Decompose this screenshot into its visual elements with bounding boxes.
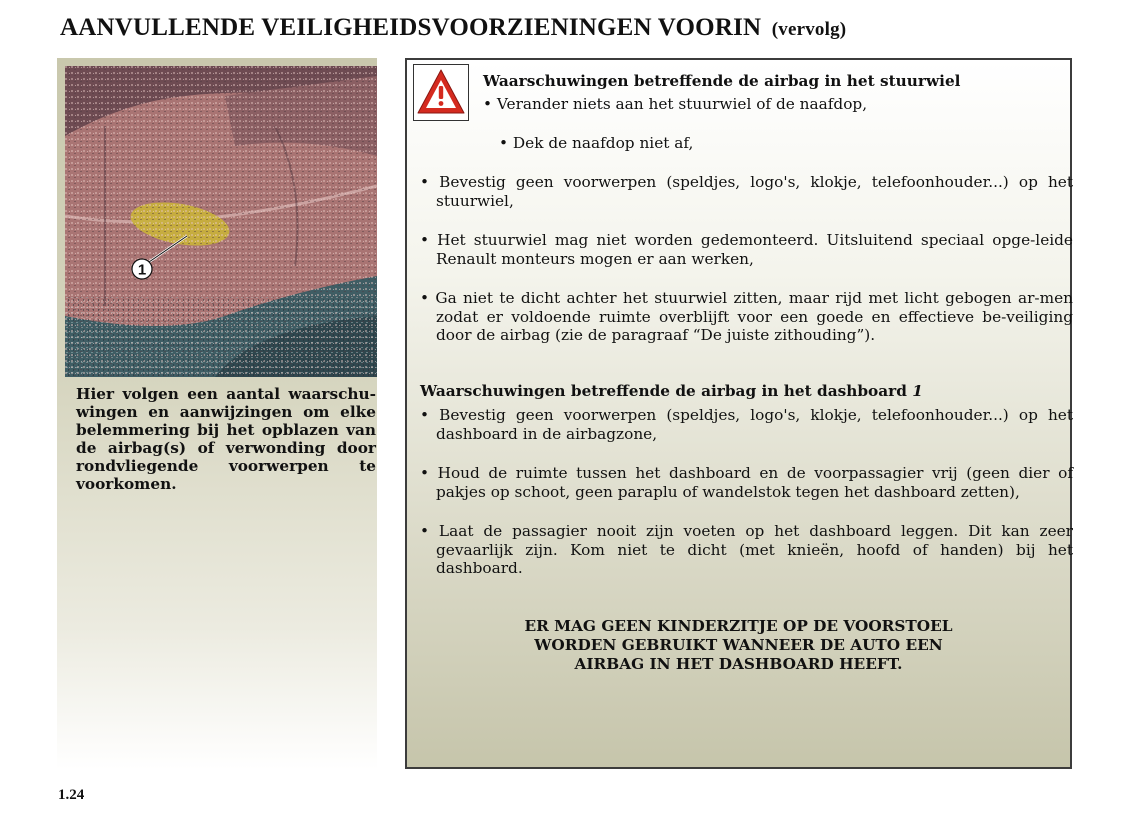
dashboard-warning-item: • Bevestig geen voorwerpen (speldjes, logo's, klokje, telefoonhouder...) op het dashboard in de airbagzone, (420, 406, 1073, 443)
notice-line: ER MAG GEEN KINDERZITJE OP DE VOORSTOEL (524, 617, 953, 635)
steering-warning-item: • Verander niets aan het stuurwiel of de naafdop, (483, 95, 868, 113)
warning-box (405, 58, 1072, 769)
page-number: 1.24 (58, 787, 85, 803)
notice-line: WORDEN GEBRUIKT WANNEER DE AUTO EEN (534, 636, 943, 654)
notice-line: AIRBAG IN HET DASHBOARD HEEFT. (574, 655, 903, 673)
child-seat-notice (407, 617, 1070, 674)
steering-warning-item: • Bevestig geen voorwerpen (speldjes, logo's, klokje, telefoonhouder...) op het stuurwiel, (420, 173, 1073, 210)
steering-warning-item: • Het stuurwiel mag niet worden gedemonteerd. Uitsluitend speciaal opge-leide Renault monteurs mogen er aan werken, (420, 231, 1073, 268)
callout-number: 1 (137, 261, 147, 279)
dashboard-warnings-heading-text: Waarschuwingen betreffende de airbag in het dashboard (420, 382, 907, 400)
dashboard-warning-item: • Houd de ruimte tussen het dashboard en de voorpassagier vrij (geen dier of pakjes op schoot, geen paraplu of wandelstok tegen het dashboard zetten), (420, 464, 1073, 501)
dashboard-illustration (65, 66, 377, 377)
dashboard-drawing (65, 66, 377, 377)
intro-paragraph: Hier volgen een aantal waarschu-wingen en aanwijzingen om elke belemmering bij het opblazen van de airbag(s) of verwonding door rondvliegende voorwerpen te voorkomen. (76, 385, 376, 493)
page-title (60, 14, 846, 42)
dashboard-warnings-heading-ref: 1 (912, 382, 923, 400)
steering-warning-item: • Dek de naafdop niet af, (499, 134, 694, 152)
dashboard-warnings-heading (420, 382, 923, 401)
steering-wheel-warnings-heading: Waarschuwingen betreffende de airbag in het stuurwiel (483, 72, 961, 90)
page-title-suffix: (vervolg) (771, 19, 847, 40)
warning-triangle-icon (413, 64, 469, 121)
steering-warning-item: • Ga niet te dicht achter het stuurwiel zitten, maar rijd met licht gebogen ar-men zodat er voldoende ruimte overblijft voor een goede en effectieve be-veiliging door de airbag (zie de paragraaf “De juiste zithouding”). (420, 289, 1073, 345)
page-title-text: AANVULLENDE VEILIGHEIDSVOORZIENINGEN VOORIN (60, 14, 762, 41)
dashboard-warning-item: • Laat de passagier nooit zijn voeten op het dashboard leggen. Dit kan zeer gevaarlijk zijn. Kom niet te dicht (met knieën, hoofd of handen) bij het dashboard. (420, 522, 1073, 578)
